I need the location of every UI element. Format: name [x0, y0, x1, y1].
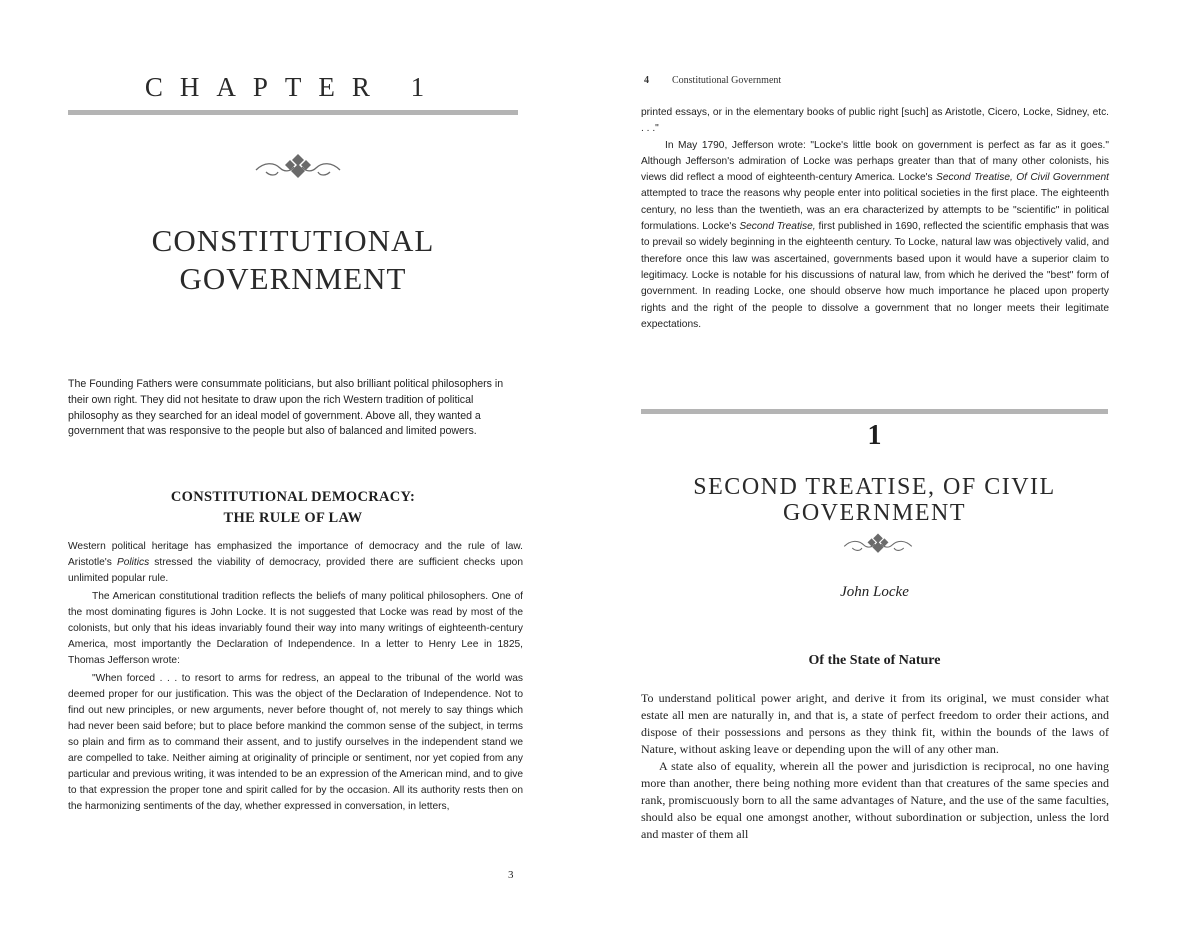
running-page-number: 4 [644, 75, 649, 86]
body-paragraph: A state also of equality, wherein all the power and jurisdiction is reciprocal, no one having more than another, there being nothing more evident than that creatures of the same species and rank, promiscuously born to all the same advantages of Nature, and the use of the same faculties, should also be equal one amongst another, without subordination or subjection, unless the lord and master of them all [641, 759, 1109, 841]
fleuron-ornament-icon [252, 150, 344, 184]
left-body-text [68, 539, 523, 815]
reading-title-line1: SECOND TREATISE, OF CIVIL [693, 474, 1056, 500]
locke-body-text [641, 690, 1109, 843]
subhead-line2: THE RULE OF LAW [223, 510, 363, 526]
running-title: Constitutional Government [672, 75, 782, 86]
reading-title-line2: GOVERNMENT [783, 500, 966, 526]
body-paragraph: The American constitutional tradition reflects the beliefs of many political philosophers. One of the most dominating figures is John Locke. It is not suggested that Locke was read by most of the colonists, but only that his ideas invariably found their way into many writings of eighteenth-century America, most importantly the Declaration of Independence. In a letter to Henry Lee in 1825, Thomas Jefferson wrote: [68, 591, 523, 666]
body-paragraph: To understand political power aright, and derive it from its original, we must consider what estate all men are naturally in, and that is, a state of perfect freedom to order their actions, and dispose of their possessions and persons as they think fit, within the bounds of the laws of Nature, without asking leave or depending upon the will of any other man. [641, 691, 1109, 756]
chapter-label: CHAPTER 1 [144, 72, 442, 102]
chapter-title-line1: CONSTITUTIONAL [151, 223, 435, 258]
right-body-text [641, 105, 1109, 333]
section-heading: Of the State of Nature [808, 653, 941, 668]
italic-title: Second Treatise, [739, 221, 816, 233]
chapter-title [68, 222, 518, 298]
text-run: In May 1790, Jefferson wrote: "Locke's little book on government is perfect as far as it goes." Although Jefferson's admiration of Locke was perhaps greater than that of many other colonists, his views did reflect a mood of eighteenth-century America. Locke's [641, 139, 1109, 184]
chapter-number: 1 [867, 420, 882, 451]
subhead-line1: CONSTITUTIONAL DEMOCRACY: [170, 489, 416, 505]
body-paragraph: printed essays, or in the elementary books of public right [such] as Aristotle, Cicero, Locke, Sidney, etc. . . ." [641, 107, 1109, 135]
chapter-rule [641, 409, 1108, 414]
text-run: stressed the viability of democracy, provided there are sufficient checks upon unlimited popular rule. [68, 557, 524, 584]
italic-title: Second Treatise, Of Civil Government [936, 172, 1109, 184]
author-name: John Locke [840, 584, 909, 600]
intro-paragraph: The Founding Fathers were consummate politicians, but also brilliant political philosophers in their own right. They did not hesitate to draw upon the rich Western tradition of political philosophy as they searched for an ideal model of government. Above all, they wanted a government that was responsive to the people but also of balanced and limited powers. [68, 378, 504, 438]
chapter-rule [68, 110, 518, 115]
reading-title [641, 474, 1108, 526]
chapter-title-line2: GOVERNMENT [179, 261, 407, 296]
section-subhead [68, 487, 518, 529]
fleuron-ornament-icon [841, 530, 915, 558]
running-head [644, 75, 781, 86]
jefferson-quote: "When forced . . . to resort to arms for redress, an appeal to the tribunal of the world was deemed proper for our justification. This was the object of the Declaration of Independence. Not to find out new principles, or new arguments, never before thought of, not merely to say things which had never been said before; but to place before mankind the common sense of the subject, in terms so plain and firm as to command their assent, and to justify ourselves in the independent stand we are compelled to take. Neither aiming at originality of principle or sentiment, nor yet copied from any particular and previous writing, it was intended to be an expression of the American mind, and to give to that expression the proper tone and spirit called for by the occasion. All its authority rests then on the harmonizing sentiments of the day, whether expressed in conversation, in letters, [68, 673, 523, 812]
right-page [600, 0, 1200, 927]
text-run: attempted to trace the reasons why people enter into political societies in the first place. The eighteenth century, no less than the twentieth, was an era characterized by attempts to be "scientific" in political formulations. Locke's [641, 188, 1109, 233]
page-number: 3 [508, 869, 514, 881]
text-run: Western political heritage has emphasized the importance of democracy and the rule of law. Aristotle's [68, 541, 523, 568]
text-run: first published in 1690, reflected the scientific emphasis that was to prevail so widely beginning in the eighteenth century. To Locke, natural law was objectively valid, and therefore once this law was ascertained, governments based upon it would have a superior claim to legitimacy. Locke is notable for his discussions of natural law, from which he derived the "best" form of government. In reading Locke, one should observe how much importance he placed upon property rights and the right of the people to dissolve a government that no longer meets their legitimate expectations. [641, 221, 1109, 330]
body-paragraph [641, 138, 1109, 334]
body-paragraph [68, 539, 523, 587]
italic-title: Politics [116, 557, 150, 568]
